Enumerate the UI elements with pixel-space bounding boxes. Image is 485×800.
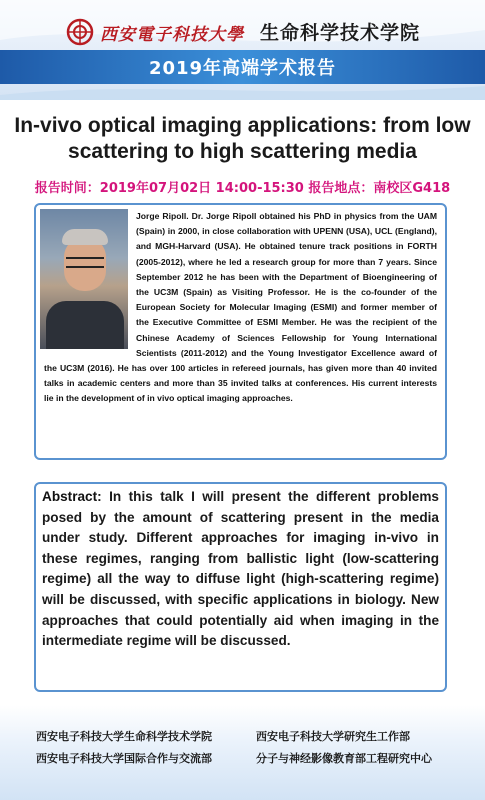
talk-title: In-vivo optical imaging applications: from low scattering to high scattering media	[14, 114, 471, 163]
abstract-box	[34, 482, 447, 692]
photo-glasses	[66, 257, 104, 268]
abstract-label: Abstract	[42, 489, 98, 504]
speaker-bio-box	[34, 203, 447, 460]
photo-hair	[62, 229, 108, 245]
abstract-text	[36, 484, 445, 652]
bio-body: Dr. Jorge Ripoll obtained his PhD in physics from the UAM (Spain) in 2000, in close collaboration with UPENN (USA), UCL (England), and MGH-Harvard (USA). He obtained tenure track positions in FORTH (2005-2012), where he led a research group for more than 7 years. Since September 2012 he has been with the Department of Bioengineering of the UC3M (Spain) as Visiting Professor. He is the co-founder of the European Society for Molecular Imaging (ESMI) and former member of the Executive Committee of ESMI Member. He was the recipient of the Chinese Academy of Sciences Fellowship for Young International Scientists (2011-2012) and the Young Investigator Excellence award of the UC3M (2016). He has over 100 articles in refereed journals, has given more than 40 invited talks in academic centers and more than 35 invited talks at conferences. His current interests lie in the development of in vivo optical imaging approaches.	[44, 211, 438, 404]
time-place-line: 报告时间：2019年07月02日 14:00-15:30 报告地点：南校区G418	[34, 181, 451, 196]
footer-org-1: 西安电子科技大学生命科学技术学院	[36, 730, 212, 743]
speaker-name: Jorge Ripoll.	[136, 211, 189, 221]
footer-org-2: 西安电子科技大学研究生工作部	[256, 730, 410, 743]
photo-body	[46, 301, 124, 349]
university-name: 西安電子科技大學	[100, 25, 244, 45]
abstract-body: : In this talk I will present the different problems posed by the amount of scattering present in the media under study. Different approaches for imaging in-vivo in these regimes, ranging from ballistic light (low-scattering regime) all the way to diffuse light (high-scattering regime) will be discussed, with specific applications in biology. New approaches that could potentially aid when imaging in the intermediate regime will be discussed.	[42, 489, 439, 649]
footer-org-3: 西安电子科技大学国际合作与交流部	[36, 752, 212, 765]
banner-title: 2019年高端学术报告	[148, 58, 337, 79]
university-logo	[66, 18, 94, 46]
speaker-photo	[40, 209, 128, 349]
college-name: 生命科学技术学院	[260, 22, 421, 44]
footer-org-4: 分子与神经影像教育部工程研究中心	[256, 752, 432, 765]
